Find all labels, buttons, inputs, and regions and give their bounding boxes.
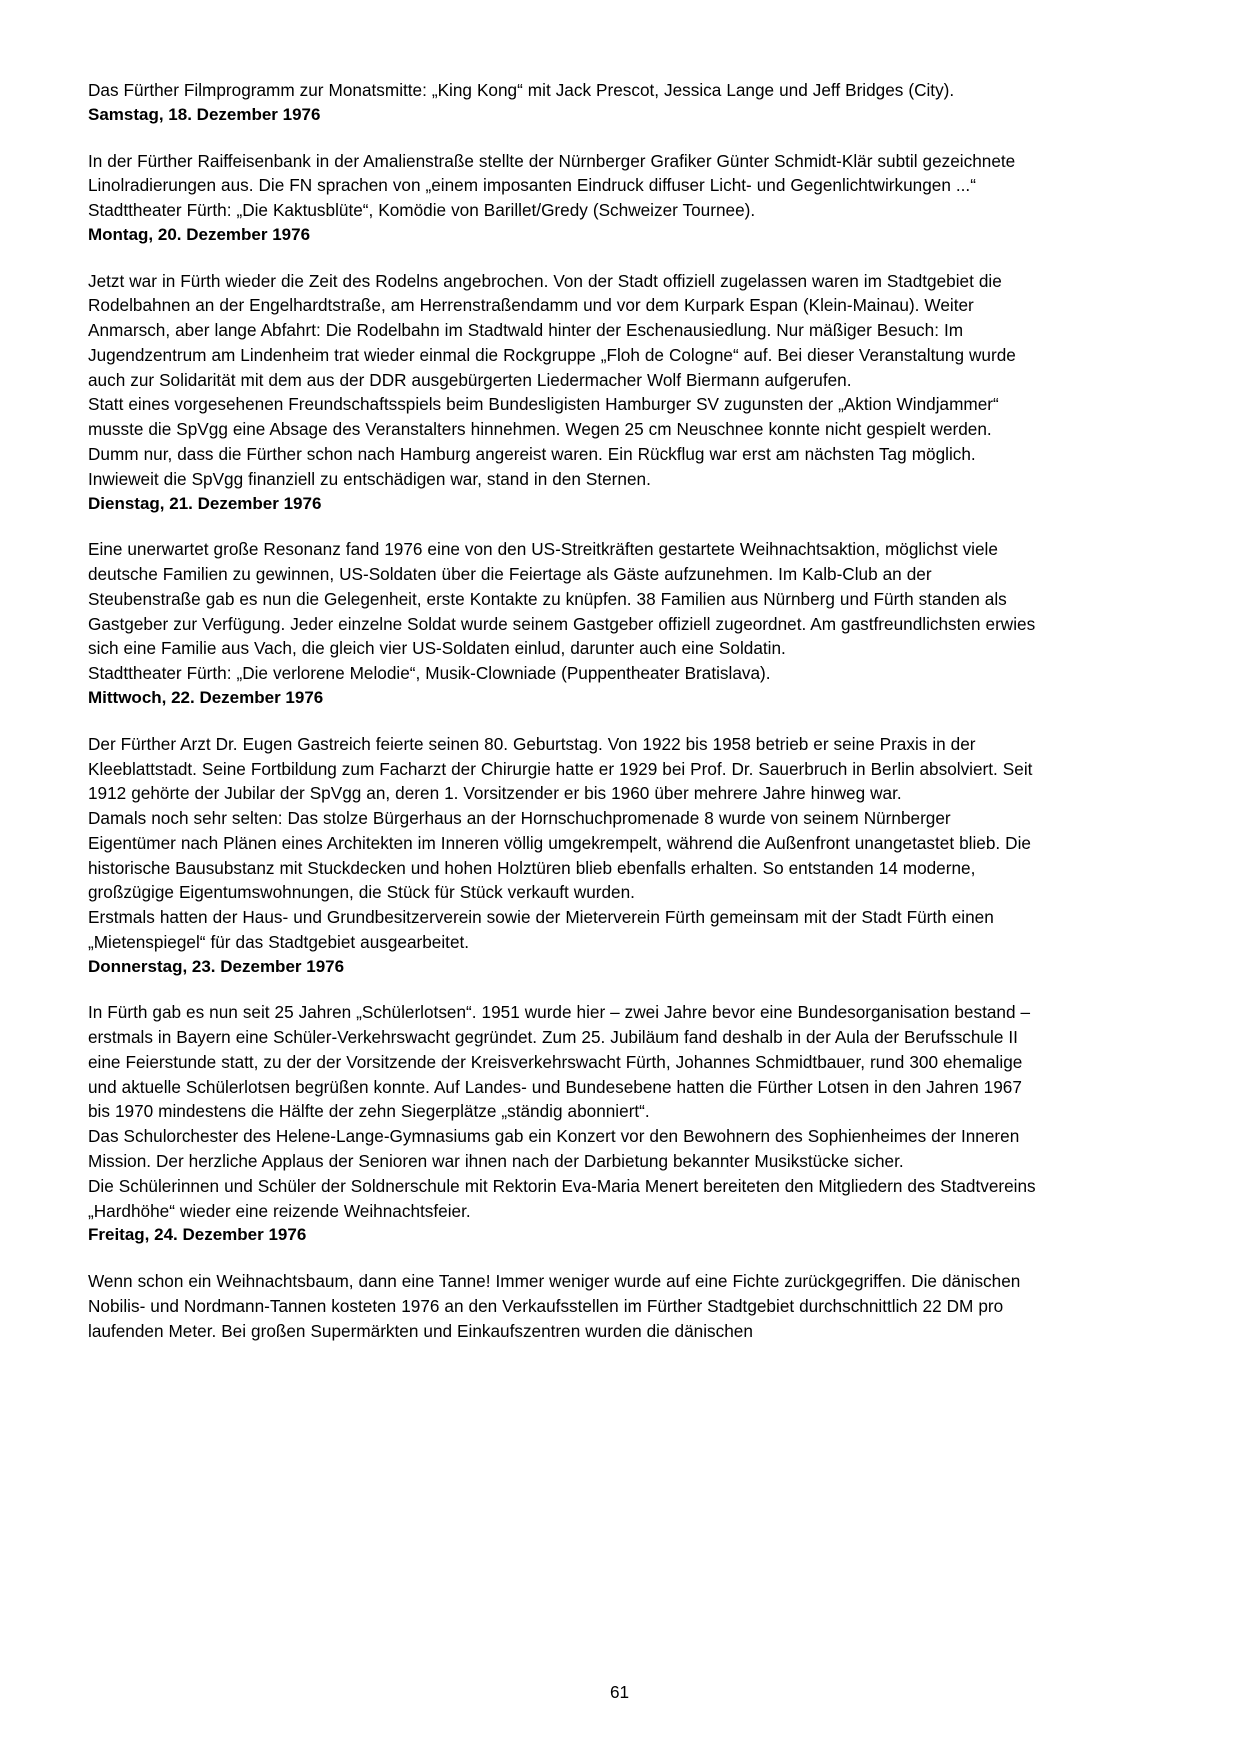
diary-entry-3	[88, 492, 1040, 686]
entry-paragraph: Wenn schon ein Weihnachtsbaum, dann eine Tanne! Immer weniger wurde auf eine Fichte zurückgegriffen. Die dänischen Nobilis- und Nordmann-Tannen kosteten 1976 an den Verkaufsstellen im Fürther Stadtgebiet durchschnittlich 22 DM pro laufenden Meter. Bei großen Supermärkten und Einkaufszentren wurden die dänischen	[88, 1271, 1021, 1341]
entry-date-heading: Montag, 20. Dezember 1976	[88, 224, 311, 244]
entry-date-heading: Freitag, 24. Dezember 1976	[88, 1225, 307, 1245]
entry-paragraph: In Fürth gab es nun seit 25 Jahren „Schülerlotsen“. 1951 wurde hier – zwei Jahre bevor eine Bundesorganisation bestand – erstmals in Bayern eine Schüler-Verkehrswacht gegründet. Zum 25. Jubiläum fand deshalb in der Aula der Berufsschule II eine Feierstunde statt, zu der der Vorsitzende der Kreisverkehrswacht Fürth, Johannes Schmidtbauer, rund 300 ehemalige und aktuelle Schülerlotsen begrüßen konnte. Auf Landes- und Bundesebene hatten die Fürther Lotsen in den Jahren 1967 bis 1970 mindestens die Hälfte der zehn Siegerplätze „ständig abonniert“. Das Schulorchester des Helene-Lange-Gymnasiums gab ein Konzert vor den Bewohnern des Sophienheimes der Inneren Mission. Der herzliche Applaus der Senioren war ihnen nach der Darbietung bekannter Musikstücke sicher. Die Schülerinnen und Schüler der Soldnerschule mit Rektorin Eva-Maria Menert bereiteten den Mitgliedern des Stadtvereins „Hardhöhe“ wieder eine reizende Weihnachtsfeier.	[88, 1002, 1036, 1221]
diary-entry-6	[88, 1223, 1040, 1343]
diary-entry-1	[88, 103, 1040, 223]
entry-paragraph: Der Fürther Arzt Dr. Eugen Gastreich feierte seinen 80. Geburtstag. Von 1922 bis 1958 betrieb er seine Praxis in der Kleeblattstadt. Seine Fortbildung zum Facharzt der Chirurgie hatte er 1929 bei Prof. Dr. Sauerbruch in Berlin absolviert. Seit 1912 gehörte der Jubilar der SpVgg an, deren 1. Vorsitzender er bis 1960 über mehrere Jahre hinweg war. Damals noch sehr selten: Das stolze Bürgerhaus an der Hornschuchpromenade 8 wurde von seinem Nürnberger Eigentümer nach Plänen eines Architekten im Inneren völlig umgekrempelt, während die Außenfront unangetastet blieb. Die historische Bausubstanz mit Stuckdecken und hohen Holztüren blieb ebenfalls erhalten. So entstanden 14 moderne, großzügige Eigentumswohnungen, die Stück für Stück verkauft wurden. Erstmals hatten der Haus- und Grundbesitzerverein sowie der Mieterverein Fürth gemeinsam mit der Stadt Fürth einen „Mietenspiegel“ für das Stadtgebiet ausgearbeitet.	[88, 733, 1033, 952]
diary-entry-2	[88, 223, 1040, 492]
entry-date-heading: Donnerstag, 23. Dezember 1976	[88, 956, 345, 976]
diary-entry-4	[88, 686, 1040, 955]
entry-paragraph: In der Fürther Raiffeisenbank in der Amalienstraße stellte der Nürnberger Grafiker Günter Schmidt-Klär subtil gezeichnete Linolradierungen aus. Die FN sprachen von „einem imposanten Eindruck diffuser Licht- und Gegenlichtwirkungen ...“ Stadttheater Fürth: „Die Kaktusblüte“, Komödie von Barillet/Gredy (Schweizer Tournee).	[88, 150, 1016, 221]
lead-paragraph: Das Fürther Filmprogramm zur Monatsmitte: „King Kong“ mit Jack Prescot, Jessica Lange und Jeff Bridges (City).	[88, 80, 955, 100]
page-number: 61	[609, 1681, 630, 1702]
entry-paragraph: Jetzt war in Fürth wieder die Zeit des Rodelns angebrochen. Von der Stadt offiziell zugelassen waren im Stadtgebiet die Rodelbahnen an der Engelhardtstraße, am Herrenstraßendamm und vor dem Kurpark Espan (Klein-Mainau). Weiter Anmarsch, aber lange Abfahrt: Die Rodelbahn im Stadtwald hinter der Eschenausiedlung. Nur mäßiger Besuch: Im Jugendzentrum am Lindenheim trat wieder einmal die Rockgruppe „Floh de Cologne“ auf. Bei dieser Veranstaltung wurde auch zur Solidarität mit dem aus der DDR ausgebürgerten Liedermacher Wolf Biermann aufgerufen. Statt eines vorgesehenen Freundschaftsspiels beim Bundesligisten Hamburger SV zugunsten der „Aktion Windjammer“ musste die SpVgg eine Absage des Veranstalters hinnehmen. Wegen 25 cm Neuschnee konnte nicht gespielt werden. Dumm nur, dass die Fürther schon nach Hamburg angereist waren. Ein Rückflug war erst am nächsten Tag möglich. Inwieweit die SpVgg finanziell zu entschädigen war, stand in den Sternen.	[88, 270, 1016, 489]
entry-date-heading: Dienstag, 21. Dezember 1976	[88, 493, 322, 513]
diary-entry-5	[88, 955, 1040, 1224]
entry-paragraph: Eine unerwartet große Resonanz fand 1976 eine von den US-Streitkräften gestartete Weihnachtsaktion, möglichst viele deutsche Familien zu gewinnen, US-Soldaten über die Feiertage als Gäste aufzunehmen. Im Kalb-Club an der Steubenstraße gab es nun die Gelegenheit, erste Kontakte zu knüpfen. 38 Familien aus Nürnberg und Fürth standen als Gastgeber zur Verfügung. Jeder einzelne Soldat wurde seinem Gastgeber offiziell zugeordnet. Am gastfreundlichsten erwies sich eine Familie aus Vach, die gleich vier US-Soldaten einlud, darunter auch eine Soldatin. Stadttheater Fürth: „Die verlorene Melodie“, Musik-Clowniade (Puppentheater Bratislava).	[88, 539, 1036, 684]
entry-date-heading: Mittwoch, 22. Dezember 1976	[88, 687, 324, 707]
page-content	[88, 78, 1040, 1343]
entry-date-heading: Samstag, 18. Dezember 1976	[88, 104, 321, 124]
